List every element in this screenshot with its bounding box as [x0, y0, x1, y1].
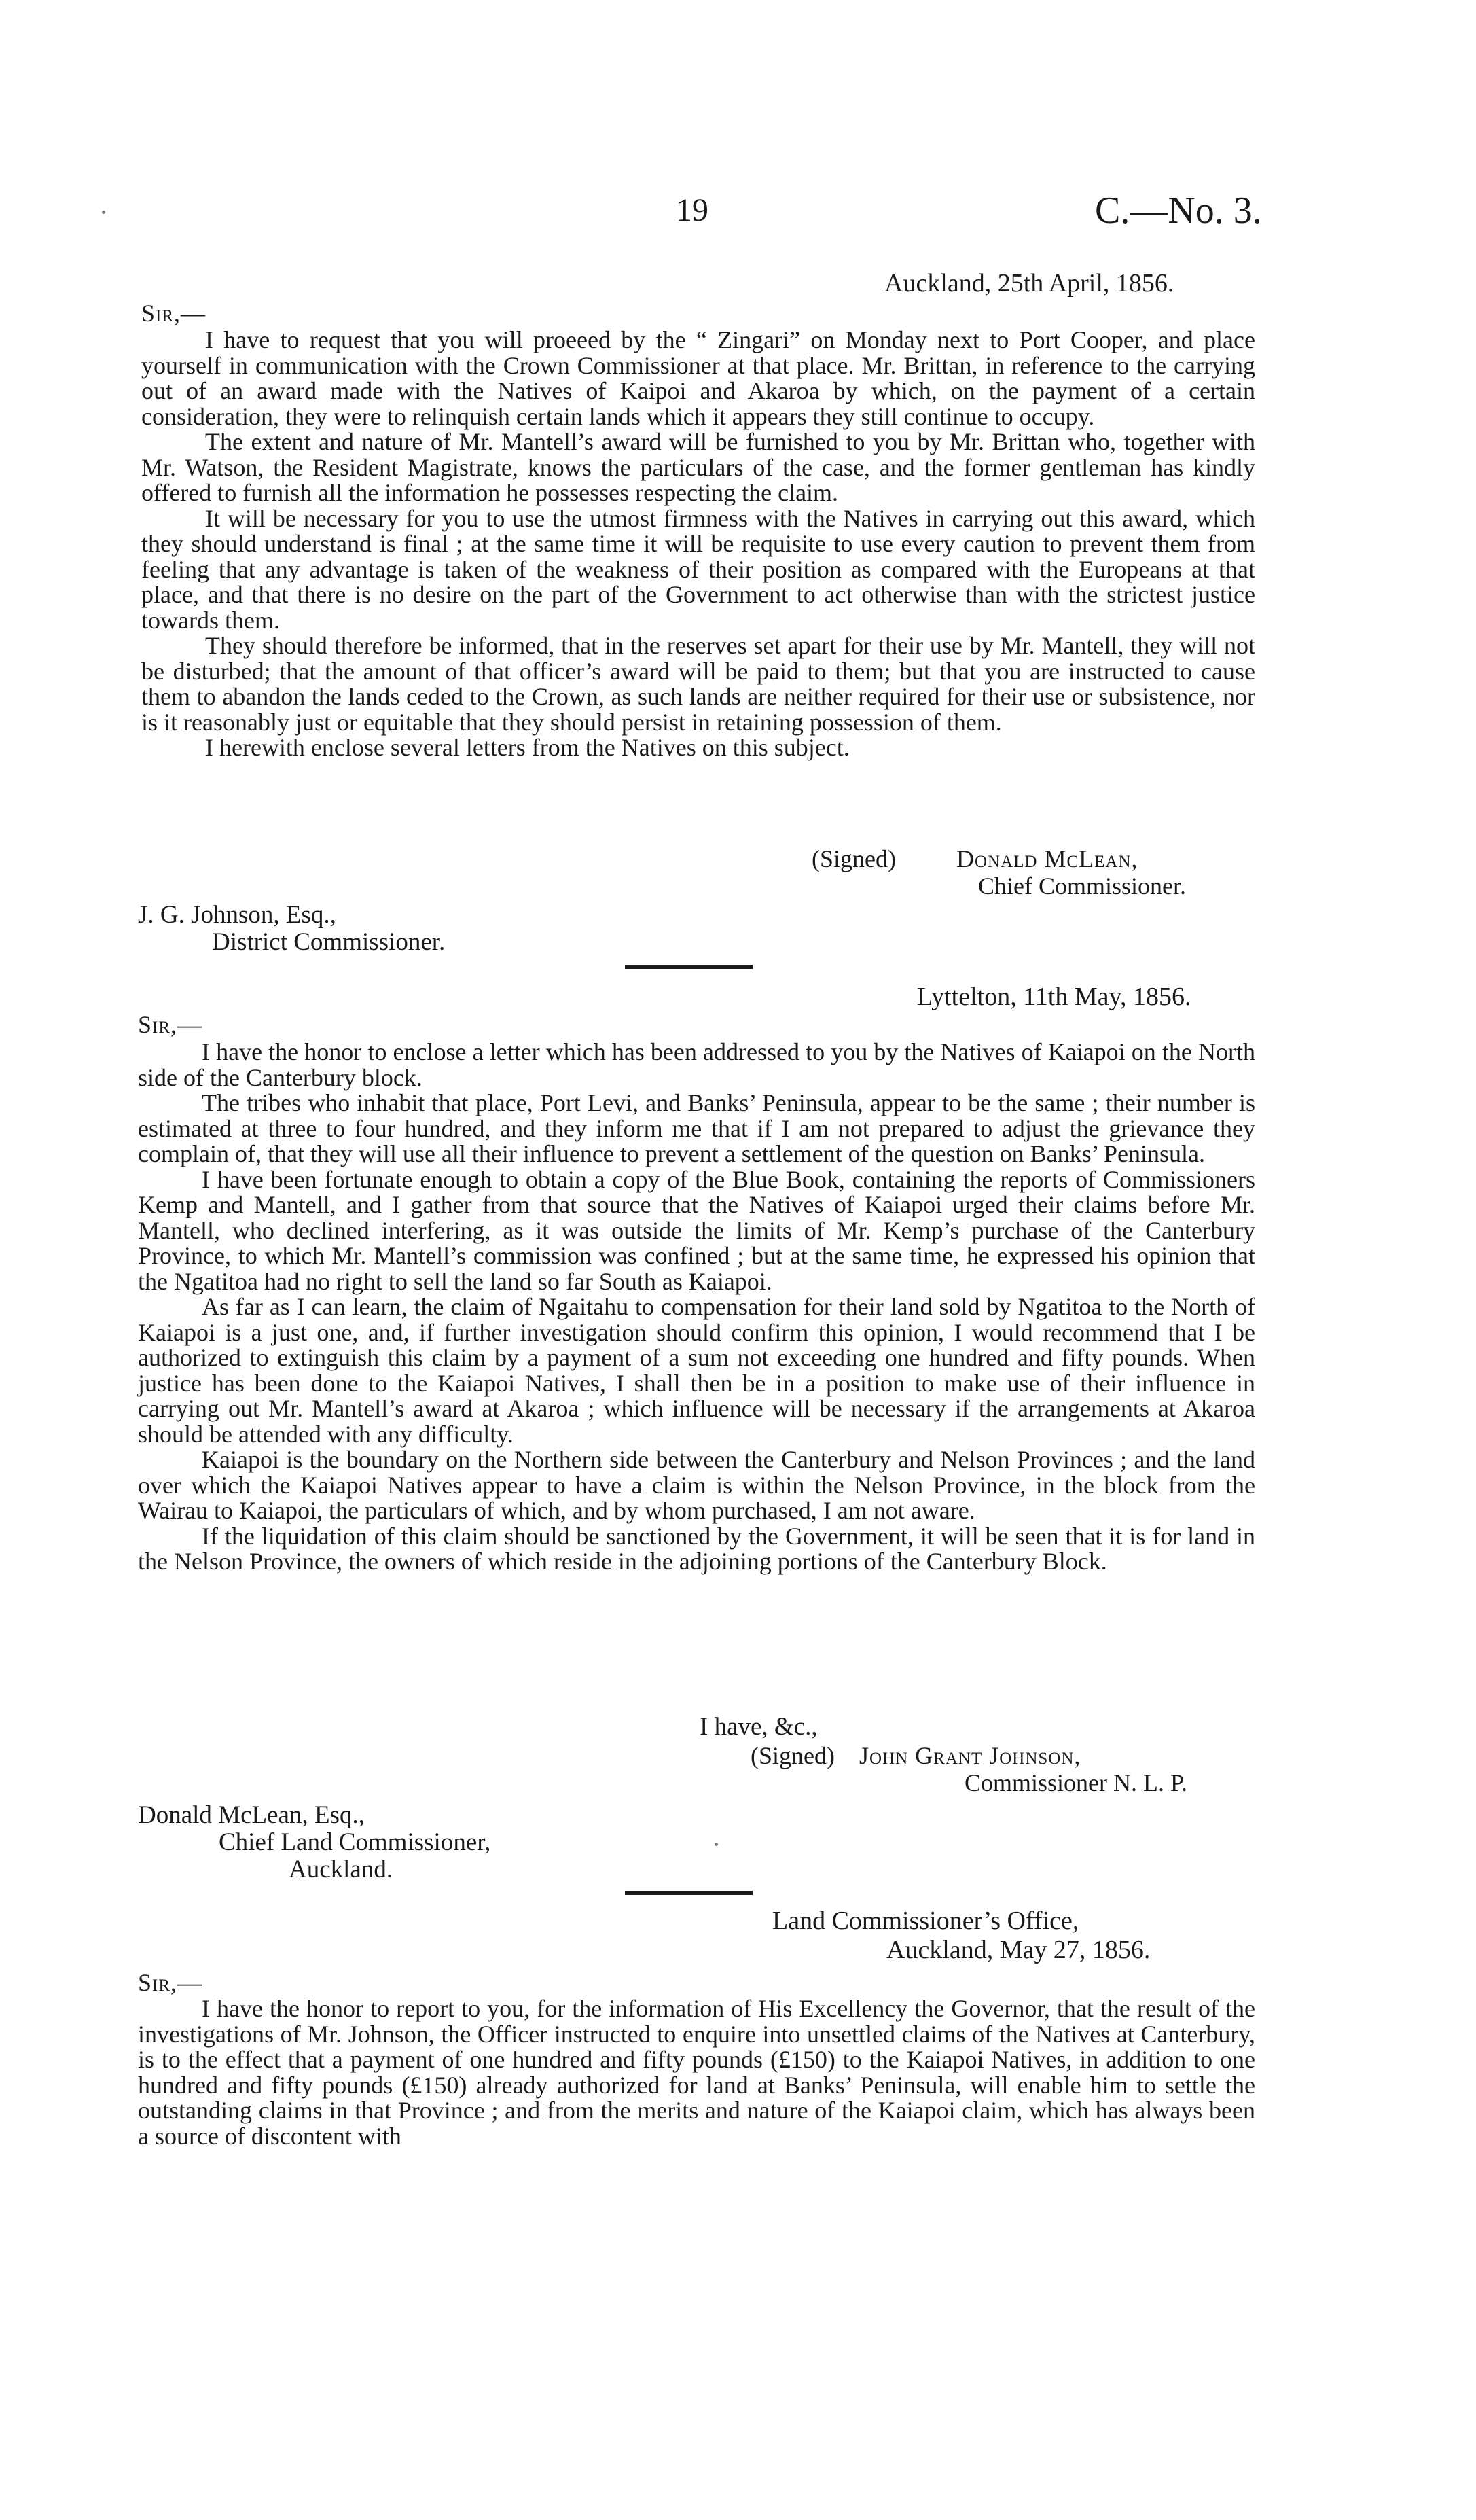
letter2-signatory: John Grant Johnson,: [859, 1742, 1081, 1769]
document-reference: C.—No. 3.: [1095, 190, 1262, 232]
scan-speck: [715, 1843, 718, 1846]
letter2-salutation: Sir,—: [138, 1011, 203, 1038]
letter2-paragraph: As far as I can learn, the claim of Ngaitahu to compensation for their land sold by Ngatitoa to the North of Kaiapoi is a just one, and, if further investigation should confirm this opinion, I would recommend that I be authorized to extinguish this claim by a payment of a sum not exceeding one hundred and fifty pounds. When justice has been done to the Kaiapoi Natives, I shall then be in a position to make use of their influence in carrying out Mr. Mantell’s award at Akaroa ; which influence will be necessary if the arrangements at Akaroa should be attended with any difficulty.: [138, 1293, 1255, 1448]
letter1-addressee-name: J. G. Johnson, Esq.,: [138, 901, 336, 929]
letter1-signatory: Donald McLean,: [956, 845, 1138, 872]
page-number: 19: [676, 192, 708, 228]
letter1-body: [141, 327, 1255, 761]
letter2-addressee-title: Chief Land Commissioner,: [219, 1828, 491, 1856]
letter1-paragraph: The extent and nature of Mr. Mantell’s award will be furnished to you by Mr. Brittan who, together with Mr. Watson, the Resident Magistrate, knows the particulars of the case, and the former gentleman has kindly offered to furnish all the information he possesses respecting the claim.: [141, 428, 1255, 506]
letter2-paragraph: If the liquidation of this claim should be sanctioned by the Government, it will be seen that it is for land in the Nelson Province, the owners of which reside in the adjoining portions of the Canterbury Block.: [138, 1522, 1255, 1575]
letter1-place-date: Auckland, 25th April, 1856.: [884, 269, 1174, 298]
letter3-paragraph: I have the honor to report to you, for the information of His Excellency the Governor, that the result of the investigations of Mr. Johnson, the Officer instructed to enquire into unsettled claims of the Natives at Canterbury, is to the effect that a payment of one hundred and fifty pounds (£150) to the Kaiapoi Natives, in addition to one hundred and fifty pounds (£150) already authorized for land at Banks’ Peninsula, will enable him to settle the outstanding claims in that Province ; and from the merits and nature of the Kaiapoi claim, which has always been a source of discontent with: [138, 1995, 1255, 2150]
letter2-closing: I have, &c.,: [700, 1713, 818, 1741]
letter1-salutation: Sir,—: [141, 300, 206, 327]
letter1-signatory-title: Chief Commissioner.: [978, 872, 1186, 900]
letter1-paragraph: They should therefore be informed, that in the reserves set apart for their use by Mr. Mantell, they will not be disturbed; that the amount of that officer’s award will be paid to them; but that you are instructed to cause them to abandon the lands ceded to the Crown, as such lands are neither required for their use or subsistence, nor is it reasonably just or equitable that they should persist in retaining possession of them.: [141, 632, 1255, 736]
letter3-body: [138, 1996, 1255, 2149]
section-divider: [625, 1891, 753, 1895]
letter3-salutation: Sir,—: [138, 1969, 203, 1996]
letter3-place-date: Auckland, May 27, 1856.: [886, 1936, 1151, 1964]
letter2-paragraph: The tribes who inhabit that place, Port Levi, and Banks’ Peninsula, appear to be the same ; their number is estimated at three to four hundred, and they inform me that if I am not prepared to adjust the grievance they complain of, that they will use all their influence to prevent a settlement of the question on Banks’ Peninsula.: [138, 1089, 1255, 1167]
letter1-signed: (Signed): [812, 845, 896, 872]
letter2-place-date: Lyttelton, 11th May, 1856.: [917, 982, 1191, 1011]
letter1-paragraph: It will be necessary for you to use the utmost firmness with the Natives in carrying out this award, which they should understand is final ; at the same time it will be requisite to use every caution to prevent them from feeling that any advantage is taken of the weakness of their position as compared with the Europeans at that place, and that there is no desire on the part of the Government to act otherwise than with the strictest justice towards them.: [141, 504, 1255, 634]
scan-speck: [102, 211, 105, 214]
letter2-signatory-title: Commissioner N. L. P.: [965, 1769, 1188, 1796]
letter2-paragraph: I have the honor to enclose a letter which has been addressed to you by the Natives of Kaiapoi on the North side of the Canterbury block.: [138, 1038, 1255, 1091]
letter2-paragraph: Kaiapoi is the boundary on the Northern side between the Canterbury and Nelson Provinces ; and the land over which the Kaiapoi Natives appear to have a claim is within the Nelson Province, in the block from the Wairau to Kaiapoi, the particulars of which, and by whom purchased, I am not aware.: [138, 1446, 1255, 1524]
letter1-paragraph: I herewith enclose several letters from the Natives on this subject.: [205, 734, 850, 761]
letter3-office: Land Commissioner’s Office,: [772, 1906, 1079, 1935]
letter2-body: [138, 1040, 1255, 1575]
letter1-addressee-title: District Commissioner.: [212, 928, 446, 956]
letter2-signed: (Signed): [751, 1742, 835, 1769]
letter1-paragraph: I have to request that you will proeeed by the “ Zingari” on Monday next to Port Cooper, and place yourself in communication with the Crown Commissioner at that place. Mr. Brittan, in reference to the carrying out of an award made with the Natives of Kaipoi and Akaroa by which, on the payment of a certain consideration, they were to relinquish certain lands which it appears they still continue to occupy.: [141, 326, 1255, 430]
letter2-addressee-name: Donald McLean, Esq.,: [138, 1801, 365, 1829]
section-divider: [625, 965, 753, 969]
letter2-addressee-place: Auckland.: [289, 1856, 393, 1883]
letter2-paragraph: I have been fortunate enough to obtain a copy of the Blue Book, containing the reports of Commissioners Kemp and Mantell, and I gather from that source that the Natives of Kaiapoi urged their claims before Mr. Mantell, who declined interfering, as it was outside the limits of Mr. Kemp’s purchase of the Canterbury Province, to which Mr. Mantell’s commission was confined ; but at the same time, he expressed his opinion that the Ngatitoa had no right to sell the land so far South as Kaiapoi.: [138, 1165, 1255, 1295]
